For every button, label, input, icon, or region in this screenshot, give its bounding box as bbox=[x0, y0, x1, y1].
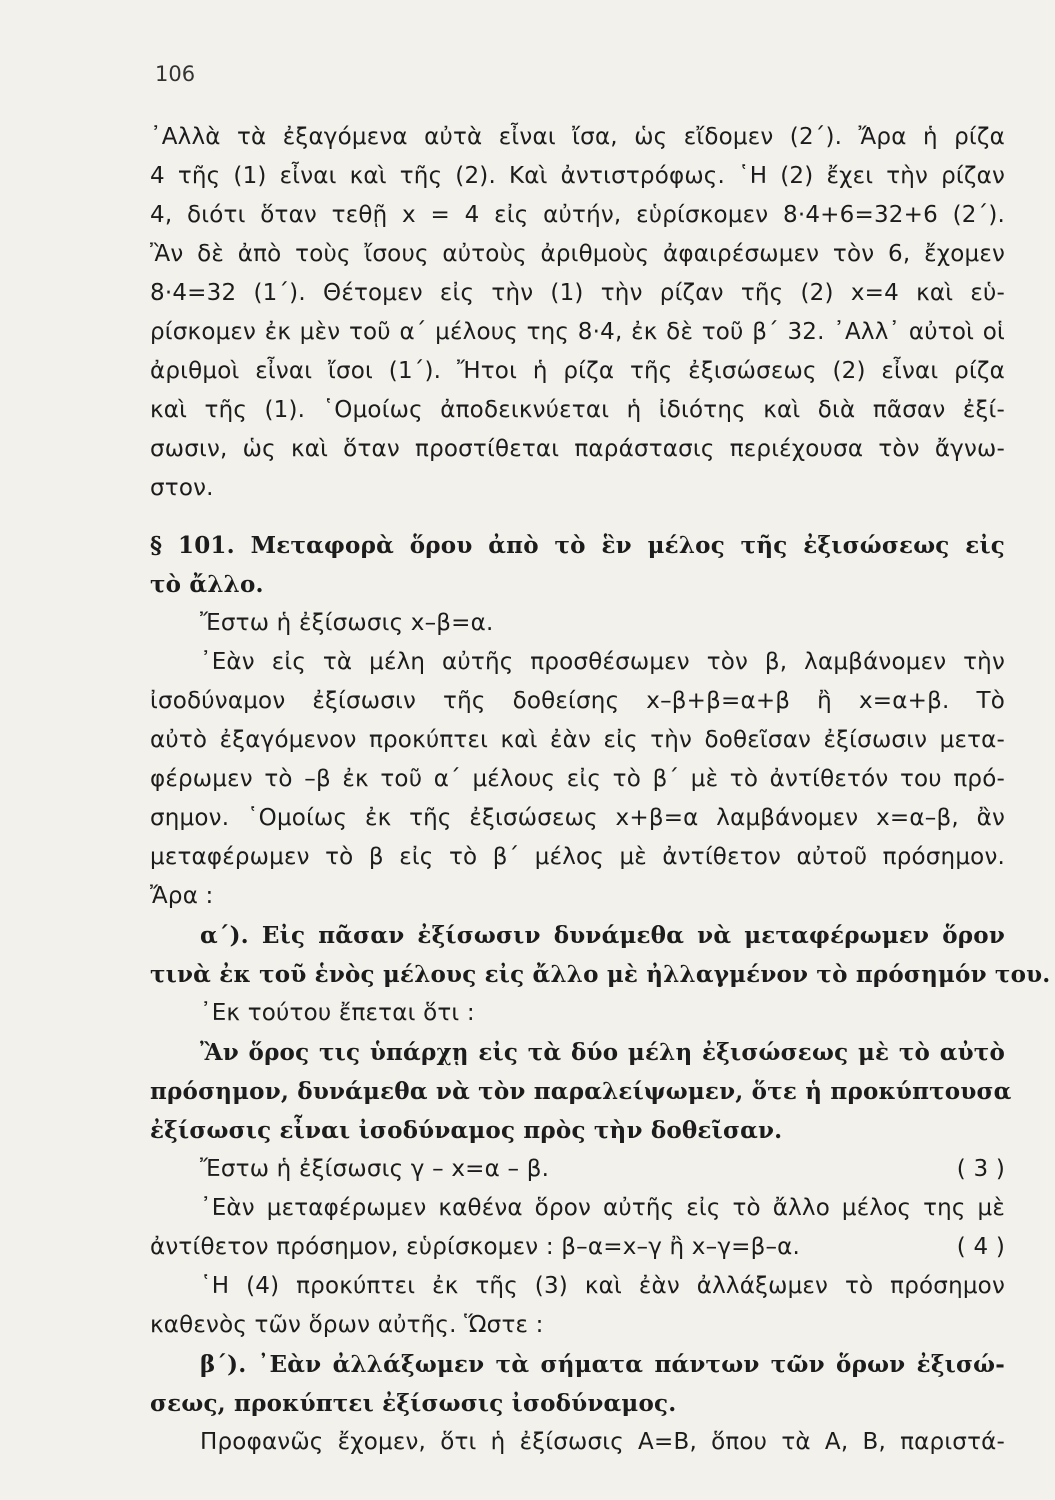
equation-number-4: ( 4 ) bbox=[956, 1234, 1005, 1260]
text-line: ᾿Εὰν μεταφέρωμεν καθένα ὅρον αὐτῆς εἰς τὸ ἄλλο μέλος της μὲ bbox=[200, 1195, 1005, 1221]
text-line: φέρωμεν τὸ –β ἐκ τοῦ α΄ μέλους εἰς τὸ β΄ μὲ τὸ ἀντίθετόν του πρό- bbox=[150, 766, 1005, 792]
text-line: Ἂν δὲ ἀπὸ τοὺς ἴσους αὐτοὺς ἀριθμοὺς ἀφαιρέσωμεν τὸν 6, ἔχομεν bbox=[150, 241, 1005, 267]
text-line: ῾Η (4) προκύπτει ἐκ τῆς (3) καὶ ἐὰν ἀλλάξωμεν τὸ πρόσημον bbox=[200, 1273, 1005, 1299]
text-line: καθενὸς τῶν ὅρων αὐτῆς. Ὥστε : bbox=[150, 1312, 544, 1338]
text-line: σημον. ῾Ομοίως ἐκ τῆς ἐξισώσεως x+β=α λαμβάνομεν x=α–β, ἂν bbox=[150, 805, 1005, 831]
text-line: 4, διότι ὅταν τεθῇ x = 4 εἰς αὐτήν, εὑρίσκομεν 8·4+6=32+6 (2΄). bbox=[150, 202, 1005, 228]
text-line: Ἔστω ἡ ἐξίσωσις x–β=α. bbox=[200, 610, 494, 636]
page-body bbox=[150, 118, 1051, 1462]
text-line: ἀριθμοὶ εἶναι ἴσοι (1΄). Ἤτοι ἡ ρίζα τῆς ἐξισώσεως (2) εἶναι ρίζα bbox=[150, 358, 1005, 384]
text-line: 4 τῆς (1) εἶναι καὶ τῆς (2). Καὶ ἀντιστρόφως. ῾Η (2) ἔχει τὴν ρίζαν bbox=[150, 163, 1005, 189]
equation-3-row bbox=[150, 1150, 1005, 1189]
text-line: Προφανῶς ἔχομεν, ὅτι ἡ ἐξίσωσις Α=Β, ὅπου τὰ Α, Β, παριστά- bbox=[200, 1429, 1005, 1455]
text-line: ᾿Εκ τούτου ἔπεται ὅτι : bbox=[200, 1000, 475, 1026]
text-line: 8·4=32 (1΄). Θέτομεν εἰς τὴν (1) τὴν ρίζαν τῆς (2) x=4 καὶ εὑ- bbox=[150, 280, 1005, 306]
text-line: αὐτὸ ἐξαγόμενον προκύπτει καὶ ἐὰν εἰς τὴν δοθεῖσαν ἐξίσωσιν μετα- bbox=[150, 727, 1005, 753]
equation-3: Ἔστω ἡ ἐξίσωσις γ – x=α – β. bbox=[200, 1156, 550, 1182]
rule-a: α΄). Εἰς πᾶσαν ἐξίσωσιν δυνάμεθα νὰ μεταφέρωμεν ὅρον bbox=[200, 922, 1005, 949]
page-number: 106 bbox=[155, 62, 196, 86]
section-heading: § 101. Μεταφορὰ ὅρου ἀπὸ τὸ ἓν μέλος τῆς ἐξισώσεως εἰς bbox=[150, 532, 1005, 559]
text-line: ᾿Εὰν εἰς τὰ μέλη αὐτῆς προσθέσωμεν τὸν β, λαμβάνομεν τὴν bbox=[200, 649, 1005, 675]
corollary: Ἂν ὅρος τις ὑπάρχῃ εἰς τὰ δύο μέλη ἐξισώσεως μὲ τὸ αὐτὸ bbox=[200, 1039, 1005, 1066]
text-line: σωσιν, ὡς καὶ ὅταν προστίθεται παράστασις περιέχουσα τὸν ἄγνω- bbox=[150, 436, 1005, 462]
text-line: καὶ τῆς (1). ῾Ομοίως ἀποδεικνύεται ἡ ἰδιότης καὶ διὰ πᾶσαν ἐξί- bbox=[150, 397, 1005, 423]
section-heading-cont: τὸ ἄλλο. bbox=[150, 571, 264, 598]
equation-4: ἀντίθετον πρόσημον, εὑρίσκομεν : β–α=x–γ ἢ x–γ=β–α. bbox=[150, 1234, 801, 1260]
rule-b: β΄). ᾿Εὰν ἀλλάξωμεν τὰ σήματα πάντων τῶν ὅρων ἐξισώ- bbox=[200, 1351, 1005, 1378]
text-line: μεταφέρωμεν τὸ β εἰς τὸ β΄ μέλος μὲ ἀντίθετον αὐτοῦ πρόσημον. bbox=[150, 844, 1005, 870]
equation-number-3: ( 3 ) bbox=[956, 1156, 1005, 1182]
rule-b-cont: σεως, προκύπτει ἐξίσωσις ἰσοδύναμος. bbox=[150, 1390, 677, 1417]
corollary-cont: ἐξίσωσις εἶναι ἰσοδύναμος πρὸς τὴν δοθεῖσαν. bbox=[150, 1117, 783, 1144]
rule-a-cont: τινὰ ἐκ τοῦ ἑνὸς μέλους εἰς ἄλλο μὲ ἠλλαγμένον τὸ πρόσημόν του. bbox=[150, 961, 1051, 988]
text-line: ἰσοδύναμον ἐξίσωσιν τῆς δοθείσης x–β+β=α+β ἢ x=α+β. Τὸ bbox=[150, 688, 1005, 714]
text-line: ρίσκομεν ἐκ μὲν τοῦ α΄ μέλους της 8·4, ἐκ δὲ τοῦ β΄ 32. ᾿Αλλ᾿ αὐτοὶ οἱ bbox=[150, 319, 1005, 345]
text-line: ᾿Αλλὰ τὰ ἐξαγόμενα αὐτὰ εἶναι ἴσα, ὡς εἴδομεν (2΄). Ἄρα ἡ ρίζα bbox=[150, 124, 1005, 150]
corollary-cont: πρόσημον, δυνάμεθα νὰ τὸν παραλείψωμεν, ὅτε ἡ προκύπτουσα bbox=[150, 1078, 1012, 1105]
text-line: Ἄρα : bbox=[150, 883, 214, 909]
text-line: στον. bbox=[150, 475, 214, 501]
equation-4-row bbox=[150, 1228, 1005, 1267]
